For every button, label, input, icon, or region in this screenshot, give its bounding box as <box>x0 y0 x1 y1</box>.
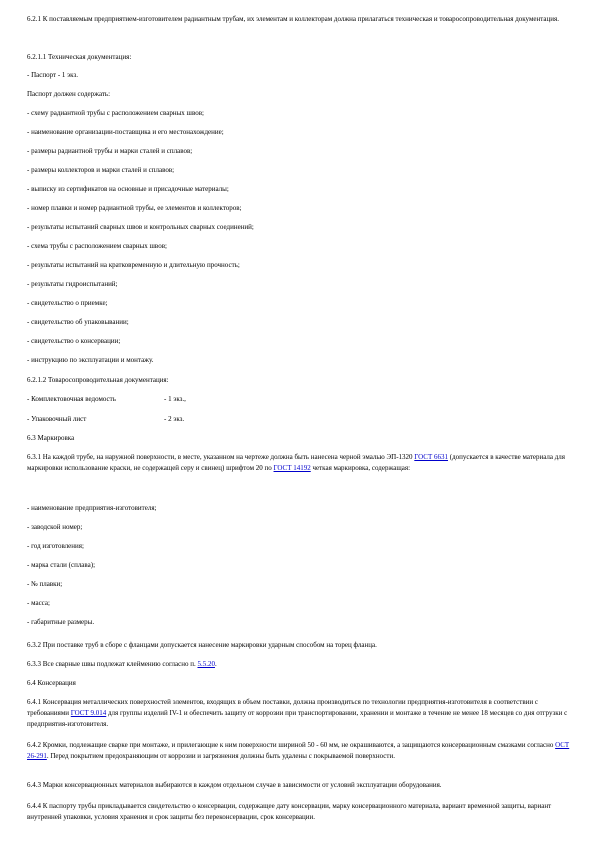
section-heading: 6.4 Консервация <box>27 679 76 687</box>
list-item: - результаты испытаний на кратковременную и длительную прочность; <box>27 261 240 269</box>
text-run: 6.3.1 На каждой трубе, на наружной поверхности, в месте, указанном на чертеже должна быть нанесена черной эмалью ЭП-1320 <box>27 453 413 461</box>
paragraph: Паспорт должен содержать: <box>27 90 111 98</box>
list-item: - свидетельство о приемке; <box>27 299 108 307</box>
list-item: - марка стали (сплава); <box>27 561 96 569</box>
list-item-label: - Упаковочный лист <box>27 415 87 423</box>
clause-5-5-20-link[interactable]: 5.5.20 <box>197 660 215 668</box>
list-item: - инструкцию по эксплуатации и монтажу. <box>27 356 154 364</box>
list-item: - результаты испытаний сварных швов и контрольных сварных соединений; <box>27 223 254 231</box>
list-item: - год изготовления; <box>27 542 84 550</box>
list-item: - размеры коллекторов и марки сталей и сплавов; <box>27 166 175 174</box>
paragraph <box>27 740 573 762</box>
list-item: - результаты гидроиспытаний; <box>27 280 118 288</box>
list-item: - № плавки; <box>27 580 63 588</box>
gost-14192-link[interactable]: ГОСТ 14192 <box>273 464 311 472</box>
list-item: - схема трубы с расположением сварных швов; <box>27 242 167 250</box>
ost-26-291-link[interactable]: ОСТ 26-291 <box>27 741 570 760</box>
list-item: - наименование организации-поставщика и его местонахождение; <box>27 128 224 136</box>
paragraph: 6.4.3 Марки консервационных материалов выбираются в каждом отдельном случае в зависимости от условий эксплуатации оборудования. <box>27 781 442 789</box>
gost-9-014-link[interactable]: ГОСТ 9.014 <box>70 709 107 717</box>
text-run: . Перед покрытием предохраняющим от коррозии и загрязнения должны быть удалены с покрываемой поверхности. <box>46 752 395 760</box>
list-item: - свидетельство о консервации; <box>27 337 121 345</box>
list-item: - свидетельство об упаковывании; <box>27 318 129 326</box>
list-item: - габаритные размеры. <box>27 618 95 626</box>
text-run: четкая маркировка, содержащая: <box>312 464 411 472</box>
text-run: для группы изделий IV-1 и обеспечить защиту от коррозии при транспортировании, хранении и монтаже в течение не менее 18 месяцев со дня отгрузки с предприятия-изготовителя. <box>27 709 568 728</box>
text-run: 6.3.3 Все сварные швы подлежат клеймению согласно п. <box>27 660 196 668</box>
list-item: - заводской номер; <box>27 523 83 531</box>
text-run: . <box>214 660 217 668</box>
list-item-value: - 2 экз. <box>164 415 185 423</box>
paragraph: 6.4.4 К паспорту трубы прикладывается свидетельство о консервации, содержащее дату консервации, марку консервационного материала, вариант временной защиты, вариант внутренней упаковки, условия хранения и срок защиты без переконсервации, срок консервации. <box>27 802 552 821</box>
list-item-value: - 1 экз., <box>164 395 186 403</box>
list-item: - размеры радиантной трубы и марки сталей и сплавов; <box>27 147 193 155</box>
paragraph: 6.2.1.2 Товаросопроводительная документация: <box>27 376 169 384</box>
gost-6631-link[interactable]: ГОСТ 6631 <box>414 453 449 461</box>
paragraph: 6.3.2 При поставке труб в сборе с фланцами допускается нанесение маркировки ударным способом на торец фланца. <box>27 641 377 649</box>
paragraph <box>27 659 573 670</box>
list-item-label: - Комплектовочная ведомость <box>27 395 116 403</box>
list-item: - выписку из сертификатов на основные и присадочные материалы; <box>27 185 229 193</box>
text-run: (допускается в качестве материала для маркировки использование краски, не содержащей серу и свинец) шрифтом 20 по <box>27 453 566 472</box>
list-item: - схему радиантной трубы с расположением сварных швов; <box>27 109 204 117</box>
paragraph: 6.2.1.1 Техническая документация: <box>27 53 132 61</box>
list-item: - наименование предприятия-изготовителя; <box>27 504 157 512</box>
text-run: 6.4.1 Консервация металлических поверхностей элементов, входящих в объем поставки, должна производиться по технологии предприятия-изготовителя в соответствии с требованиями <box>27 698 539 717</box>
section-heading: 6.3 Маркировка <box>27 434 75 442</box>
list-item: - номер плавки и номер радиантной трубы, ее элементов и коллекторов; <box>27 204 242 212</box>
list-item: - масса; <box>27 599 50 607</box>
paragraph <box>27 452 573 474</box>
paragraph: 6.2.1 К поставляемым предприятием-изготовителем радиантным трубам, их элементам и коллекторам должна прилагаться техническая и товаросопроводительная документация. <box>27 15 559 23</box>
list-item <box>27 414 573 425</box>
list-item: - Паспорт - 1 экз. <box>27 71 78 79</box>
text-run: 6.4.2 Кромки, подлежащие сварке при монтаже, и прилегающие к ним поверхности шириной 50 - 60 мм, не окрашиваются, а защищаются консервационным смазками согласно <box>27 741 554 749</box>
list-item <box>27 394 573 405</box>
paragraph <box>27 697 573 730</box>
